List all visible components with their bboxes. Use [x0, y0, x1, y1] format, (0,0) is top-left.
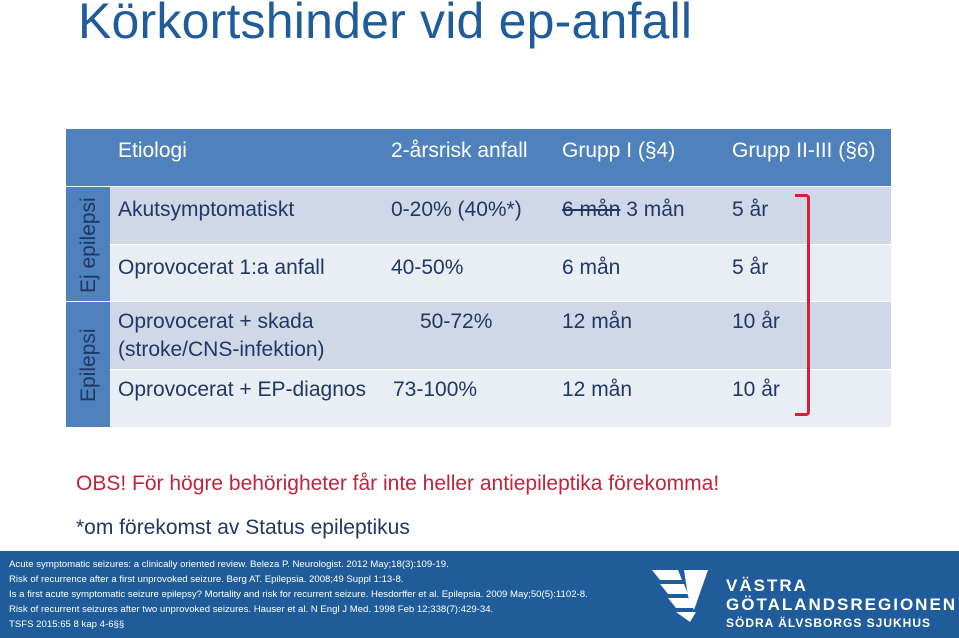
- cell-etiologi: Oprovocerat + EP-diagnos: [118, 378, 367, 401]
- cell-grupp2: 5 år: [732, 198, 769, 221]
- header-risk: 2-årsrisk anfall: [391, 139, 528, 162]
- cell-etiologi-line2: (stroke/CNS-infektion): [118, 338, 325, 361]
- side-label-ej-epilepsi: [66, 187, 110, 301]
- reference-item: Is a first acute symptomatic seizure epilepsy? Mortality and risk for recurrent seizure. Hesdorffer et al. Epilepsia. 2009 May;50(5):1102-8.: [9, 589, 588, 600]
- side-label-text: Epilepsi: [77, 328, 100, 402]
- cell-grupp2: 10 år: [732, 310, 780, 333]
- reference-item: Risk of recurrent seizures after two unprovoked seizures. Hauser et al. N Engl J Med. 1998 Feb 12;338(7):429-34.: [9, 604, 494, 615]
- header-grupp1: Grupp I (§4): [562, 139, 676, 162]
- table-header-row: [110, 129, 891, 186]
- cell-grupp1: 12 mån: [562, 310, 633, 333]
- slide-title: Körkortshinder vid ep-anfall: [78, 0, 693, 49]
- cell-grupp1: [562, 198, 685, 222]
- cell-risk: 0-20% (40%*): [391, 198, 522, 221]
- table-row: [110, 302, 891, 369]
- cell-etiologi-line1: Oprovocerat + skada: [118, 310, 314, 333]
- cell-grupp1: 12 mån: [562, 378, 633, 401]
- table-row: [110, 370, 891, 427]
- side-label-epilepsi: [66, 302, 110, 427]
- reference-item: Acute symptomatic seizures: a clinically oriented review. Beleza P. Neurologist. 2012 May;18(3):109-19.: [9, 559, 449, 570]
- cell-grupp2: 5 år: [732, 256, 769, 279]
- driving-restriction-table: [66, 129, 891, 427]
- struck-value: 6 mån: [562, 198, 621, 221]
- table-row: [110, 187, 891, 244]
- reference-item: TSFS 2015:65 8 kap 4-6§§: [9, 619, 125, 630]
- reference-item: Risk of recurrence after a first unprovoked seizure. Berg AT. Epilepsia. 2008;49 Suppl 1:13-8.: [9, 574, 404, 585]
- table-header-corner: [66, 129, 110, 186]
- vgr-logo-icon: [650, 566, 710, 624]
- status-epileptikus-note: *om förekomst av Status epileptikus: [76, 516, 410, 539]
- cell-risk: 50-72%: [420, 310, 493, 333]
- cell-grupp1: 6 mån: [562, 256, 621, 279]
- header-grupp2: Grupp II-III (§6): [732, 139, 876, 162]
- table-row: [110, 245, 891, 301]
- logo-line3: SÖDRA ÄLVSBORGS SJUKHUS: [726, 616, 932, 630]
- cell-etiologi: Akutsymptomatiskt: [118, 198, 295, 221]
- side-label-text: Ej epilepsi: [77, 197, 100, 293]
- red-bracket: [795, 194, 810, 416]
- cell-risk: 73-100%: [393, 378, 478, 401]
- cell-grupp2: 10 år: [732, 378, 780, 401]
- current-value: 3 mån: [626, 198, 685, 221]
- logo-line1: VÄSTRA: [726, 576, 808, 595]
- obs-note: OBS! För högre behörigheter får inte heller antiepileptika förekomma!: [76, 472, 720, 495]
- header-etiologi: Etiologi: [118, 139, 187, 162]
- cell-etiologi: Oprovocerat 1:a anfall: [118, 256, 325, 279]
- logo-line2: GÖTALANDSREGIONEN: [726, 595, 958, 614]
- cell-risk: 40-50%: [391, 256, 464, 279]
